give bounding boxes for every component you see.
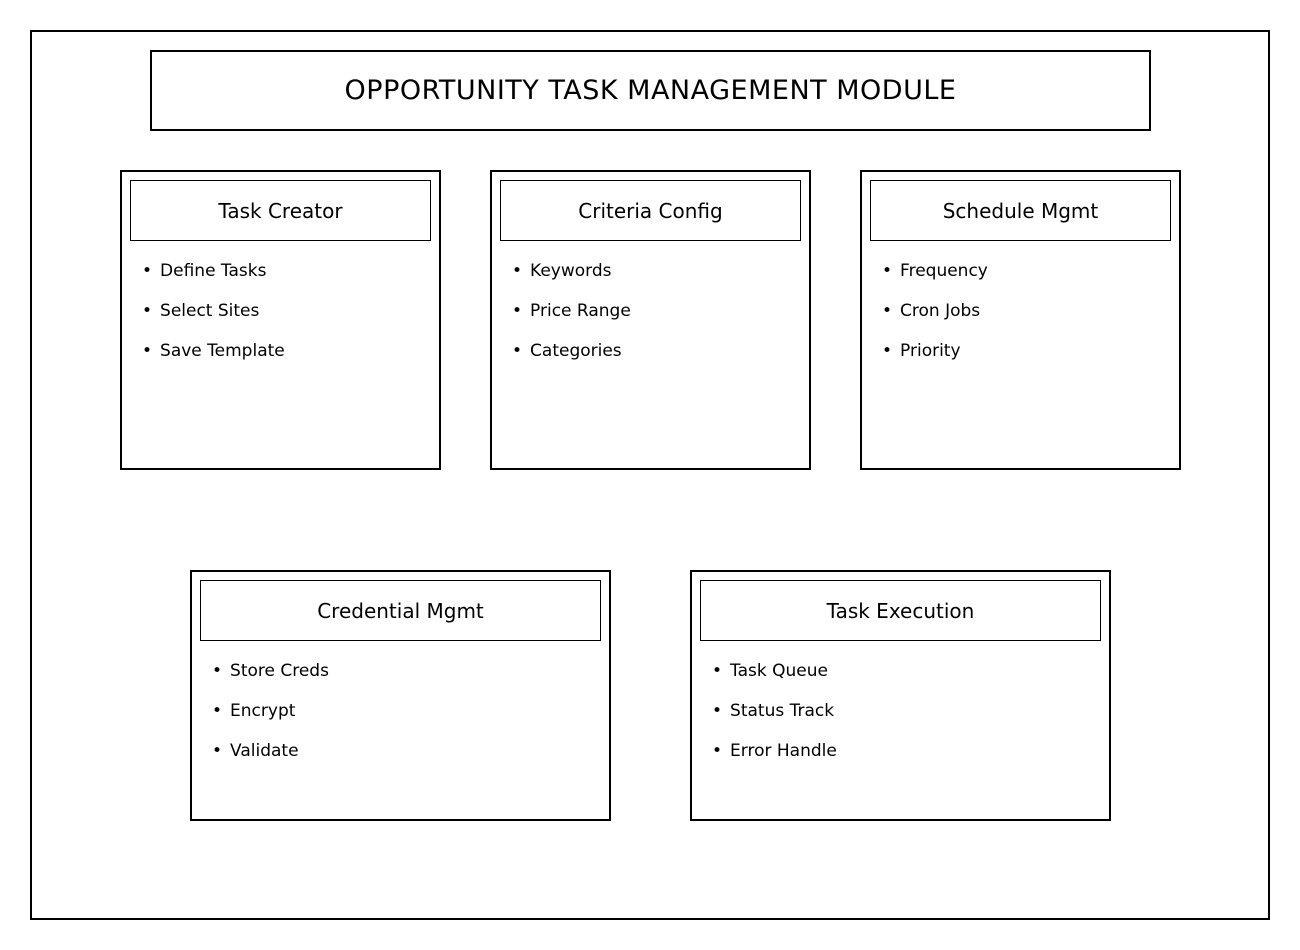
module-title: Task Creator bbox=[130, 180, 431, 241]
module-item: • Encrypt bbox=[212, 700, 329, 740]
module-item: • Categories bbox=[512, 340, 631, 380]
module-title: Task Execution bbox=[700, 580, 1101, 641]
module-item: • Save Template bbox=[142, 340, 285, 380]
module-task-creator bbox=[120, 170, 441, 470]
module-item-list bbox=[882, 260, 988, 380]
module-item-list bbox=[512, 260, 631, 380]
module-item: • Task Queue bbox=[712, 660, 837, 700]
module-item: • Status Track bbox=[712, 700, 837, 740]
module-schedule-mgmt bbox=[860, 170, 1181, 470]
module-item: • Select Sites bbox=[142, 300, 285, 340]
module-credential-mgmt bbox=[190, 570, 611, 821]
module-title: Schedule Mgmt bbox=[870, 180, 1171, 241]
module-item: • Price Range bbox=[512, 300, 631, 340]
module-item: • Cron Jobs bbox=[882, 300, 988, 340]
module-item: • Priority bbox=[882, 340, 988, 380]
module-item: • Validate bbox=[212, 740, 329, 780]
module-item-list bbox=[712, 660, 837, 780]
module-item: • Error Handle bbox=[712, 740, 837, 780]
module-criteria-config bbox=[490, 170, 811, 470]
module-title: Criteria Config bbox=[500, 180, 801, 241]
module-item: • Store Creds bbox=[212, 660, 329, 700]
module-item: • Keywords bbox=[512, 260, 631, 300]
module-title: Credential Mgmt bbox=[200, 580, 601, 641]
module-item: • Frequency bbox=[882, 260, 988, 300]
module-item-list bbox=[142, 260, 285, 380]
diagram-title: OPPORTUNITY TASK MANAGEMENT MODULE bbox=[150, 50, 1151, 131]
module-item-list bbox=[212, 660, 329, 780]
module-item: • Define Tasks bbox=[142, 260, 285, 300]
module-task-execution bbox=[690, 570, 1111, 821]
